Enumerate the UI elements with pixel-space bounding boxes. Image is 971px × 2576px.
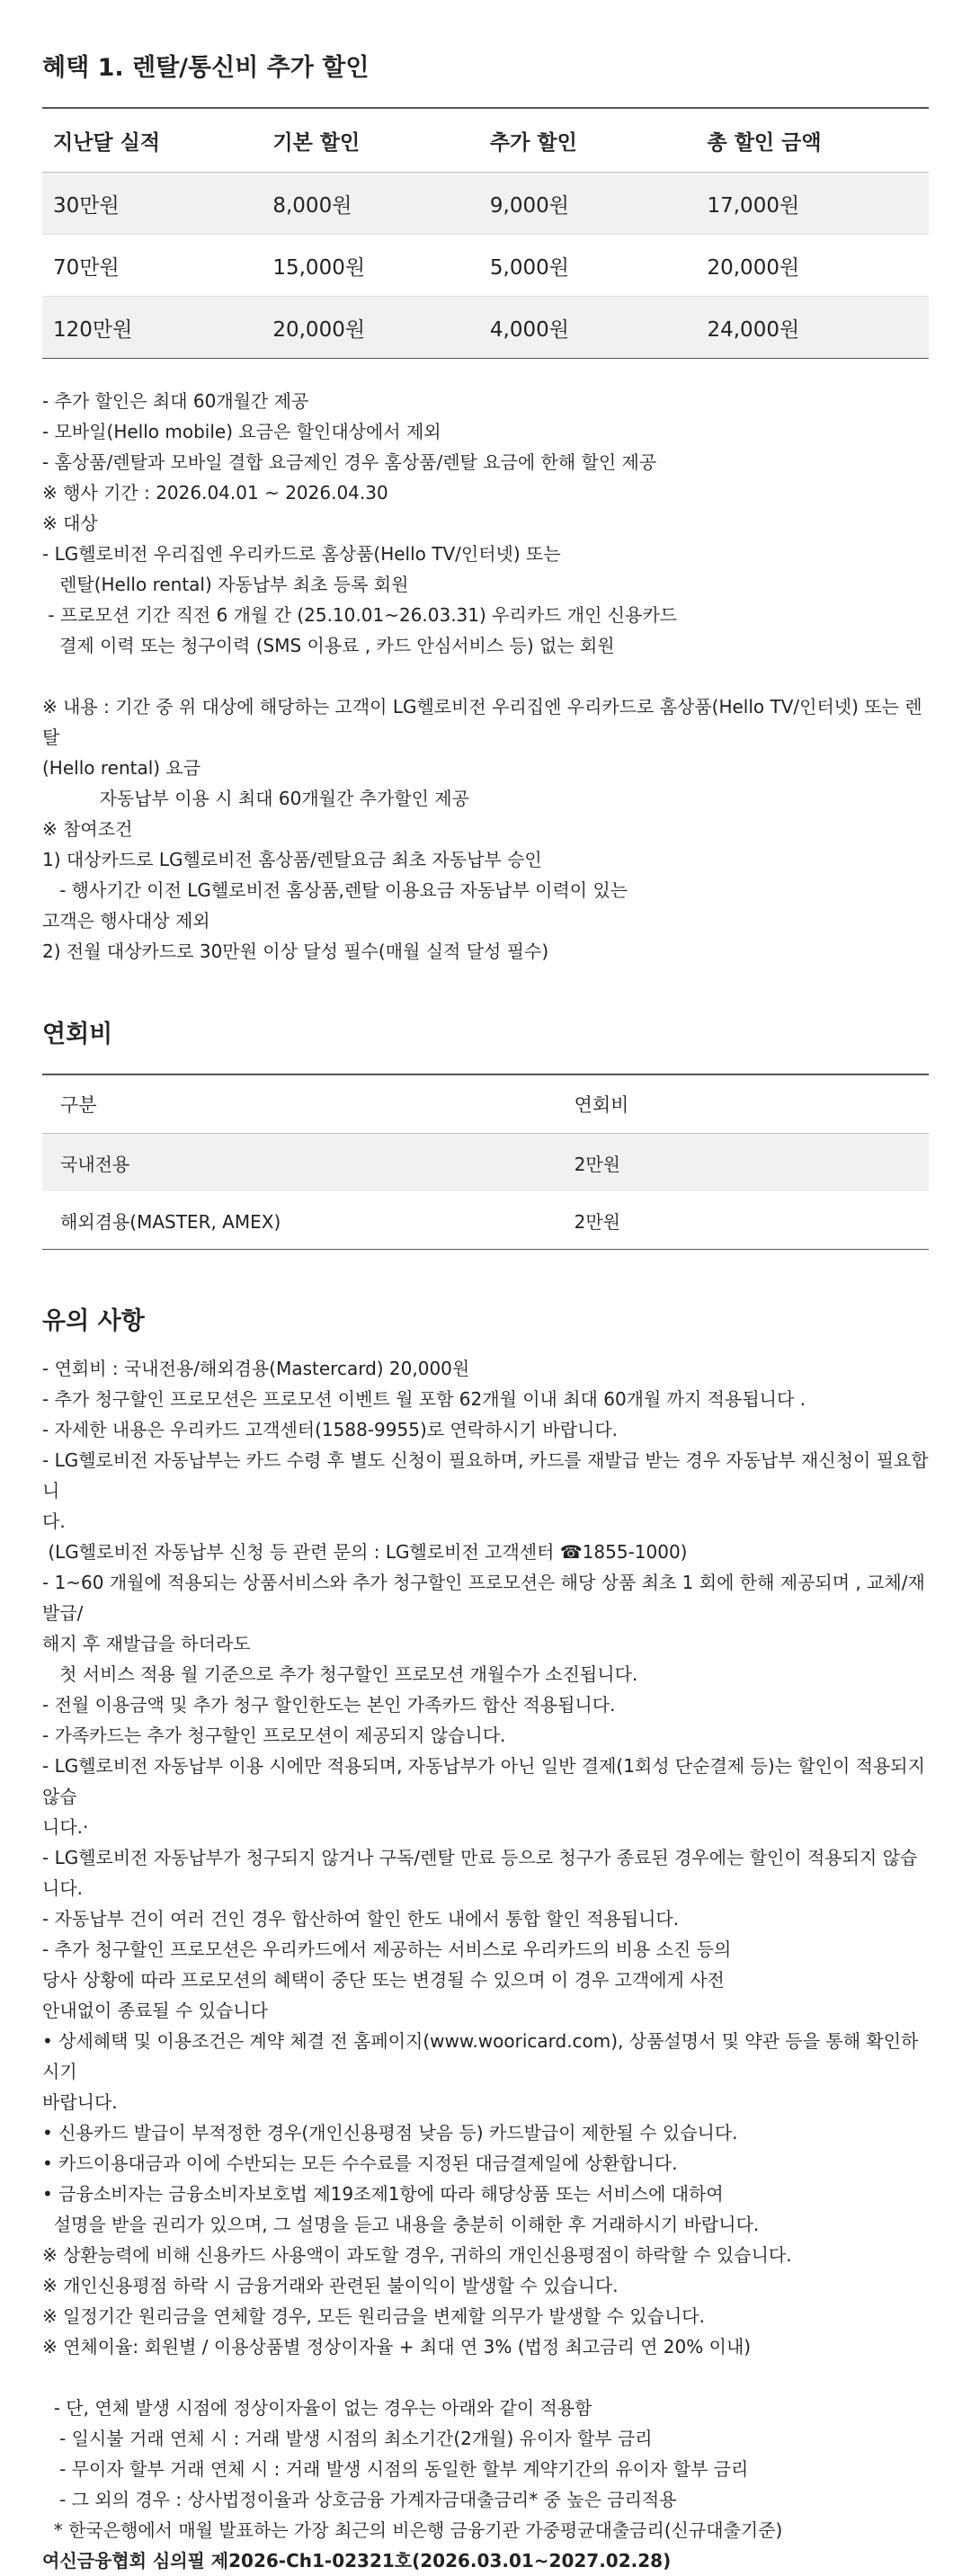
benefit-notes xyxy=(42,386,929,661)
note-line: - 그 외의 경우 : 상사법정이율과 상호금융 가계자금대출금리* 중 높은 금리적용 xyxy=(42,2489,677,2510)
note-line: ※ 상환능력에 비해 신용카드 사용액이 과도할 경우, 귀하의 개인신용평점이 하락할 수 있습니다. xyxy=(42,2244,792,2266)
table-row xyxy=(42,1134,929,1192)
table-cell: 120만원 xyxy=(42,297,272,359)
table-cell: 24,000원 xyxy=(707,297,929,359)
note-line: - LG헬로비전 자동납부가 청구되지 않거나 구독/렌탈 만료 등으로 청구가 종료된 경우에는 할인이 적용되지 않습니다. xyxy=(42,1847,918,1899)
note-line: - 가족카드는 추가 청구할인 프로모션이 제공되지 않습니다. xyxy=(42,1725,506,1746)
table-cell: 해외겸용(MASTER, AMEX) xyxy=(60,1210,281,1233)
note-line: - 행사기간 이전 LG헬로비전 홈상품,렌탈 이용요금 자동납부 이력이 있는 xyxy=(42,879,628,901)
table-cell: 2만원 xyxy=(574,1210,620,1233)
header-cell: 추가 할인 xyxy=(490,108,708,173)
note-line: • 신용카드 발급이 부적정한 경우(개인신용평점 낮음 등) 카드발급이 제한될 수 있습니다. xyxy=(42,2122,738,2144)
annual-fee-title: 연회비 xyxy=(42,1021,113,1048)
annual-fee-header xyxy=(42,1074,929,1134)
table-cell: 8,000원 xyxy=(272,173,490,235)
table-cell: 5,000원 xyxy=(490,235,708,297)
note-line: 1) 대상카드로 LG헬로비전 홈상품/렌탈요금 최초 자동납부 승인 xyxy=(42,849,542,870)
annual-fee-table xyxy=(42,1074,929,1250)
note-line: ※ 대상 xyxy=(42,513,98,534)
note-line: 첫 서비스 적용 월 기준으로 추가 청구할인 프로모션 개월수가 소진됩니다. xyxy=(42,1663,638,1685)
note-line: (Hello rental) 요금 xyxy=(42,757,201,779)
table-cell: 70만원 xyxy=(42,235,272,297)
note-line: * 한국은행에서 매월 발표하는 가장 최근의 비은행 금융기관 가중평균대출금리(신규대출기준) xyxy=(42,2519,783,2541)
table-cell: 20,000원 xyxy=(707,235,929,297)
table-row xyxy=(42,297,929,359)
note-line: 다. xyxy=(42,1511,66,1532)
note-line: 설명을 받을 권리가 있으며, 그 설명을 듣고 내용을 충분히 이해한 후 거래하시기 바랍니다. xyxy=(42,2214,760,2235)
table-cell: 국내전용 xyxy=(42,1134,575,1192)
note-line: - 전월 이용금액 및 추가 청구 할인한도는 본인 가족카드 합산 적용됩니다. xyxy=(42,1694,616,1716)
review-number: 여신금융협회 심의필 제2026-Ch1-02321호(2026.03.01~2027.02.28) xyxy=(42,2550,672,2572)
note-line: - 프로모션 기간 직전 6 개월 간 (25.10.01~26.03.31) 우리카드 개인 신용카드 xyxy=(42,604,678,626)
note-line: ※ 연체이율: 회원별 / 이용상품별 정상이자율 + 최대 연 3% (법정 최고금리 연 20% 이내) xyxy=(42,2336,752,2358)
note-line: - 자세한 내용은 우리카드 고객센터(1588-9955)로 연락하시기 바랍니다. xyxy=(42,1419,619,1440)
note-line: ※ 행사 기간 : 2026.04.01 ~ 2026.04.30 xyxy=(42,482,388,504)
benefit-conditions xyxy=(42,691,929,967)
note-line: - 무이자 할부 거래 연체 시 : 거래 발생 시점의 동일한 할부 계약기간의 유이자 할부 금리 xyxy=(42,2458,749,2480)
note-line: - 홈상품/렌탈과 모바일 결합 요금제인 경우 홈상품/렌탈 요금에 한해 할인 제공 xyxy=(42,451,657,473)
table-cell: 20,000원 xyxy=(272,297,490,359)
note-line: • 금융소비자는 금융소비자보호법 제19조제1항에 따라 해당상품 또는 서비스에 대하여 xyxy=(42,2183,724,2205)
note-line: - LG헬로비전 자동납부 이용 시에만 적용되며, 자동납부가 아닌 일반 결제(1회성 단순결제 등)는 할인이 적용되지 않습 xyxy=(42,1755,931,1807)
note-line: - 연회비 : 국내전용/해외겸용(Mastercard) 20,000원 xyxy=(42,1358,470,1379)
note-line: 바랍니다. xyxy=(42,2091,118,2113)
note-line: - LG헬로비전 자동납부는 카드 수령 후 별도 신청이 필요하며, 카드를 재발급 받는 경우 자동납부 재신청이 필요합니 xyxy=(42,1449,929,1502)
table-cell: 4,000원 xyxy=(490,297,708,359)
header-cell: 총 할인 금액 xyxy=(707,108,929,173)
table-cell: 30만원 xyxy=(42,173,272,235)
cautions-interest-notes xyxy=(42,2393,929,2545)
note-line: 니다.· xyxy=(42,1816,89,1838)
note-line: 자동납부 이용 시 최대 60개월간 추가할인 제공 xyxy=(42,788,469,809)
cautions-title: 유의 사항 xyxy=(42,1307,145,1335)
note-line: - 1~60 개월에 적용되는 상품서비스와 추가 청구할인 프로모션은 해당 상품 최초 1 회에 한해 제공되며 , 교체/재발급/ xyxy=(42,1572,925,1624)
discount-table-header xyxy=(42,108,929,173)
note-line: - 모바일(Hello mobile) 요금은 할인대상에서 제외 xyxy=(42,421,441,442)
table-cell: 2만원 xyxy=(575,1134,929,1192)
note-line: 고객은 행사대상 제외 xyxy=(42,910,210,931)
table-cell: 17,000원 xyxy=(707,173,929,235)
note-line: ※ 내용 : 기간 중 위 대상에 해당하는 고객이 LG헬로비전 우리집엔 우리카드로 홈상품(Hello TV/인터넷) 또는 렌탈 xyxy=(42,696,922,748)
note-line: - 추가 청구할인 프로모션은 우리카드에서 제공하는 서비스로 우리카드의 비용 소진 등의 xyxy=(42,1939,732,1960)
note-line: 2) 전월 대상카드로 30만원 이상 달성 필수(매월 실적 달성 필수) xyxy=(42,940,549,962)
note-line: - 추가 청구할인 프로모션은 프로모션 이벤트 월 포함 62개월 이내 최대 60개월 까지 적용됩니다 . xyxy=(42,1388,806,1410)
note-line: 당사 상황에 따라 프로모션의 혜택이 중단 또는 변경될 수 있으며 이 경우 고객에게 사전 xyxy=(42,1969,725,1991)
note-line: - 추가 할인은 최대 60개월간 제공 xyxy=(42,390,309,412)
note-line: ※ 개인신용평점 하락 시 금융거래와 관련된 불이익이 발생할 수 있습니다. xyxy=(42,2275,619,2296)
note-line: ※ 참여조건 xyxy=(42,818,133,840)
table-row xyxy=(42,235,929,297)
table-row xyxy=(42,1191,929,1250)
header-cell: 지난달 실적 xyxy=(42,108,272,173)
cautions-notes xyxy=(42,1353,929,2362)
header-cell: 기본 할인 xyxy=(272,108,490,173)
benefit-title: 혜택 1. 렌탈/통신비 추가 할인 xyxy=(42,54,370,82)
table-row xyxy=(42,173,929,235)
note-line: 렌탈(Hello rental) 자동납부 최초 등록 회원 xyxy=(42,574,409,595)
header-cell: 연회비 xyxy=(575,1074,929,1134)
discount-table xyxy=(42,107,929,359)
table-cell: 15,000원 xyxy=(272,235,490,297)
note-line: (LG헬로비전 자동납부 신청 등 관련 문의 : LG헬로비전 고객센터 ☎1855-1000) xyxy=(42,1541,688,1563)
table-cell: 9,000원 xyxy=(490,173,708,235)
note-line: - LG헬로비전 우리집엔 우리카드로 홈상품(Hello TV/인터넷) 또는 xyxy=(42,543,561,565)
note-line: 결제 이력 또는 청구이력 (SMS 이용료 , 카드 안심서비스 등) 없는 회원 xyxy=(42,635,615,656)
note-line: • 카드이용대금과 이에 수반되는 모든 수수료를 지정된 대금결제일에 상환합니다. xyxy=(42,2153,678,2174)
note-line: • 상세혜택 및 이용조건은 계약 체결 전 홈페이지(www.wooricard.com), 상품설명서 및 약관 등을 통해 확인하시기 xyxy=(42,2030,919,2082)
note-line: 안내없이 종료될 수 있습니다 xyxy=(42,2000,268,2021)
note-line: 해지 후 재발급을 하더라도 xyxy=(42,1633,251,1654)
note-line: - 일시불 거래 연체 시 : 거래 발생 시점의 최소기간(2개월) 유이자 할부 금리 xyxy=(42,2428,653,2449)
note-line: ※ 일정기간 원리금을 연체할 경우, 모든 원리금을 변제할 의무가 발생할 수 있습니다. xyxy=(42,2305,705,2327)
header-cell: 구분 xyxy=(42,1074,575,1134)
note-line: - 자동납부 건이 여러 건인 경우 합산하여 할인 한도 내에서 통합 할인 적용됩니다. xyxy=(42,1908,680,1930)
note-line: - 단, 연체 발생 시점에 정상이자율이 없는 경우는 아래와 같이 적용함 xyxy=(42,2397,592,2419)
